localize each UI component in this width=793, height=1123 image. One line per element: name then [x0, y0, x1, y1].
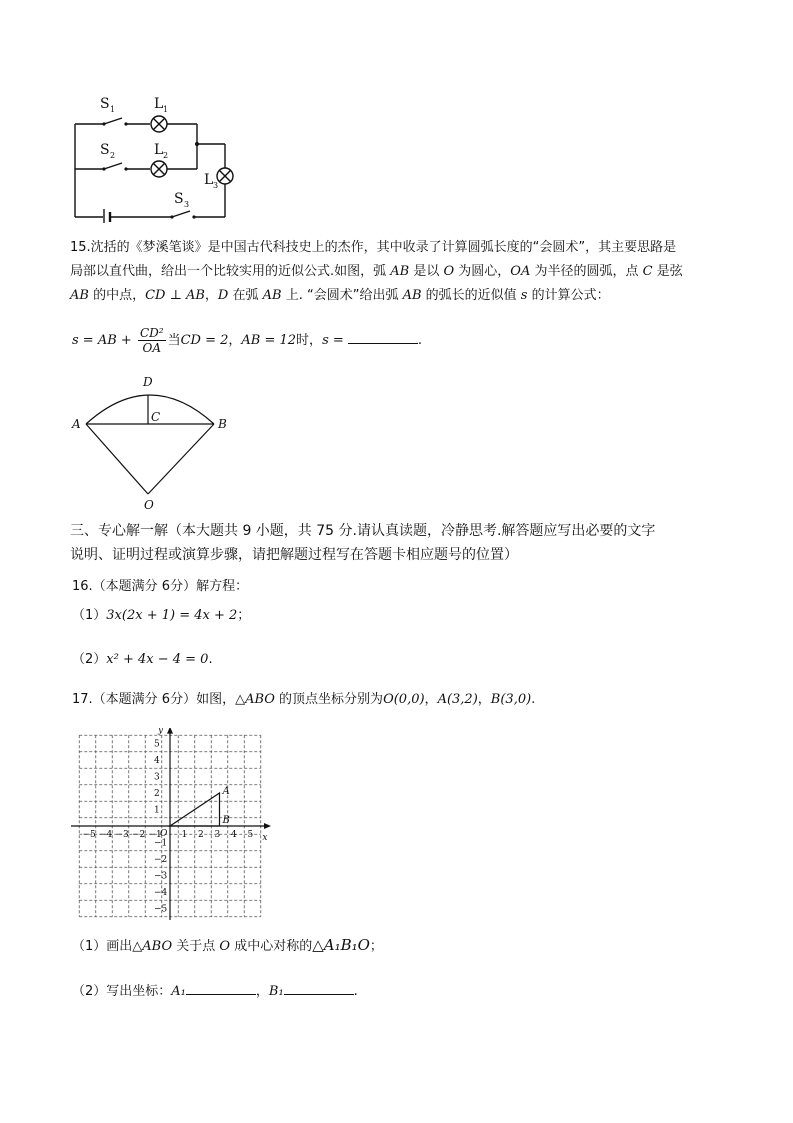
label-s3: S	[174, 191, 184, 207]
y-tick-label: 4	[154, 756, 160, 766]
formula-fraction: $\frac{\text{CD²}}{OA}$	[139, 326, 164, 355]
x-axis-label: x	[262, 833, 268, 843]
svg-text:2: 2	[163, 151, 169, 160]
battery	[104, 209, 110, 223]
q15-line2: 局部以直代曲，给出一个比较实用的近似公式.如图，弧 AB 是以 O 为圆心，OA 为半径的圆弧，点 C 是弦	[70, 264, 683, 279]
q17-title: 17.（本题满分 6分）如图，△ABO 的顶点坐标分别为O(0,0)，A(3,2)，B(3,0).	[72, 692, 536, 707]
y-axis-arrow	[167, 728, 173, 734]
x-tick-label: −1	[148, 830, 162, 840]
section3-header: 三、专心解一解（本大题共 9 小题，共 75 分.请认真读题，冷静思考.解答题应写出必要的文字 说明、证明过程或演算步骤，请把解题过程写在答题卡相应题号的位置）	[70, 523, 656, 563]
q16-title: 16.（本题满分 6分）解方程：	[72, 579, 249, 594]
label-s2: S	[100, 142, 110, 158]
y-tick-label: −2	[154, 855, 168, 865]
label-l1: L	[154, 96, 164, 112]
svg-text:1: 1	[163, 105, 169, 114]
label-c: C	[151, 410, 161, 424]
switch-s1	[104, 118, 122, 124]
arc-figure	[66, 372, 241, 514]
y-tick-label: 5	[154, 739, 160, 750]
label-d: D	[143, 375, 153, 389]
q16-part1: （1）3x(2x + 1) = 4x + 2；	[72, 608, 251, 623]
y-tick-label: 2	[154, 789, 160, 799]
x-tick-label: 5	[247, 830, 254, 840]
q15-line1: 15.沈括的《梦溪笔谈》是中国古代科技史上的杰作，其中收录了计算圆弧长度的“会圆术”，其主要思路是	[70, 240, 677, 255]
circuit-diagram	[60, 88, 250, 223]
x-tick-label: 4	[231, 830, 237, 840]
y-axis-label: y	[158, 728, 164, 736]
q15-formula: s = AB + $\frac{\text{CD²}}{OA}$ 当CD = 2，AB = 12时，s = .	[72, 326, 423, 355]
label-s1: S	[100, 96, 110, 112]
x-tick-label: −5	[82, 830, 96, 840]
q15-text	[70, 236, 730, 308]
switch-s3	[172, 211, 190, 217]
y-tick-label: −3	[154, 871, 168, 882]
label-o: O	[144, 498, 154, 512]
q15-line3: AB 的中点，CD ⊥ AB，D 在弧 AB 上. “会圆术”给出弧 AB 的弧长的近似值 s 的计算公式：	[70, 288, 610, 303]
answer-blank-a1[interactable]	[186, 980, 256, 995]
label-l2: L	[154, 142, 164, 158]
x-tick-label: 1	[181, 830, 188, 840]
x-tick-label: 3	[214, 830, 221, 840]
point-a-label: A	[222, 786, 230, 797]
svg-text:2: 2	[110, 151, 116, 160]
q17-part1: （1）画出△ABO 关于点 O 成中心对称的△A₁B₁O；	[72, 936, 383, 954]
answer-blank-s[interactable]	[348, 329, 418, 344]
svg-text:1: 1	[110, 105, 116, 114]
coordinate-grid	[70, 728, 280, 920]
y-tick-label: −1	[154, 838, 168, 849]
q17-part2: （2）写出坐标：A₁ ，B₁ .	[72, 980, 358, 999]
label-b: B	[218, 417, 227, 431]
x-tick-label: −2	[132, 830, 146, 840]
y-tick-label: 1	[154, 805, 160, 816]
x-tick-label: 2	[198, 830, 204, 840]
label-l3: L	[204, 172, 214, 188]
q16-part2: （2）x² + 4x − 4 = 0.	[72, 652, 213, 667]
x-tick-label: −4	[99, 830, 113, 840]
svg-text:3: 3	[213, 181, 219, 190]
x-axis-arrow	[264, 823, 271, 829]
y-tick-label: 3	[154, 772, 160, 783]
label-a: A	[72, 417, 81, 431]
x-tick-label: −3	[115, 830, 129, 840]
y-tick-label: −5	[154, 904, 168, 915]
svg-text:3: 3	[184, 200, 190, 209]
y-tick-label: −4	[154, 888, 168, 898]
switch-s2	[104, 163, 122, 169]
point-b-label: B	[222, 815, 230, 826]
answer-blank-b1[interactable]	[284, 980, 354, 995]
origin-label: O	[160, 829, 168, 839]
